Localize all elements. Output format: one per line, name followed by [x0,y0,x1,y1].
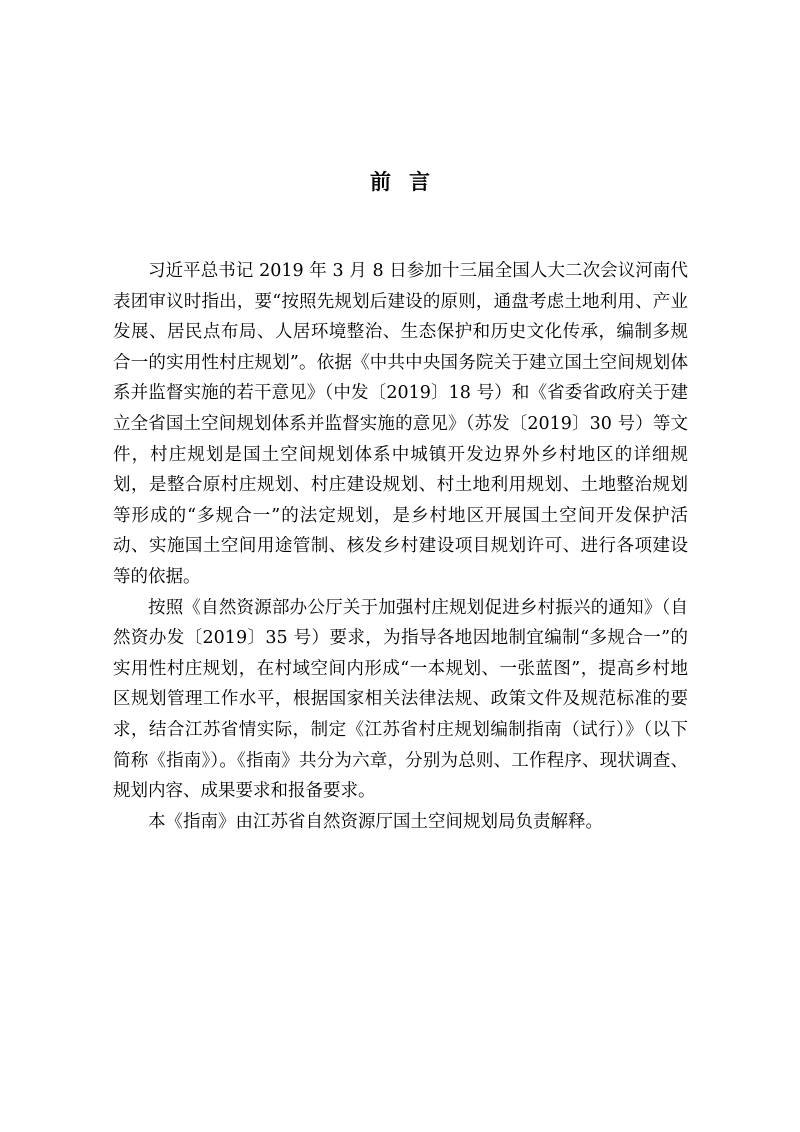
paragraph-background: 习近平总书记 2019 年 3 月 8 日参加十三届全国人大二次会议河南代表团审议时指出，要“按照先规划后建设的原则，通盘考虑土地利用、产业发展、居民点布局、人居环境整治、生态保护和历史文化传承，编制多规合一的实用性村庄规划”。依据《中共中央国务院关于建立国土空间规划体系并监督实施的若干意见》（中发〔2019〕18 号）和《省委省政府关于建立全省国土空间规划体系并监督实施的意见》（苏发〔2019〕30 号）等文件，村庄规划是国土空间规划体系中城镇开发边界外乡村地区的详细规划，是整合原村庄规划、村庄建设规划、村土地利用规划、土地整治规划等形成的“多规合一”的法定规划，是乡村地区开展国土空间开发保护活动、实施国土空间用途管制、核发乡村建设项目规划许可、进行各项建设等的依据。 [113,261,688,587]
page-title: 前言 [370,170,448,194]
paragraph-interpretation: 本《指南》由江苏省自然资源厅国土空间规划局负责解释。 [148,811,603,832]
paragraph-purpose: 按照《自然资源部办公厅关于加强村庄规划促进乡村振兴的通知》（自然资办发〔2019〕35 号）要求，为指导各地因地制宜编制“多规合一”的实用性村庄规划，在村域空间内形成“一本规划、一张蓝图”，提高乡村地区规划管理工作水平，根据国家相关法律法规、政策文件及规范标准的要求，结合江苏省情实际，制定《江苏省村庄规划编制指南（试行）》（以下简称《指南》）。《指南》共分为六章，分别为总则、工作程序、现状调查、规划内容、成果要求和报备要求。 [113,597,688,802]
body-text [113,256,688,837]
